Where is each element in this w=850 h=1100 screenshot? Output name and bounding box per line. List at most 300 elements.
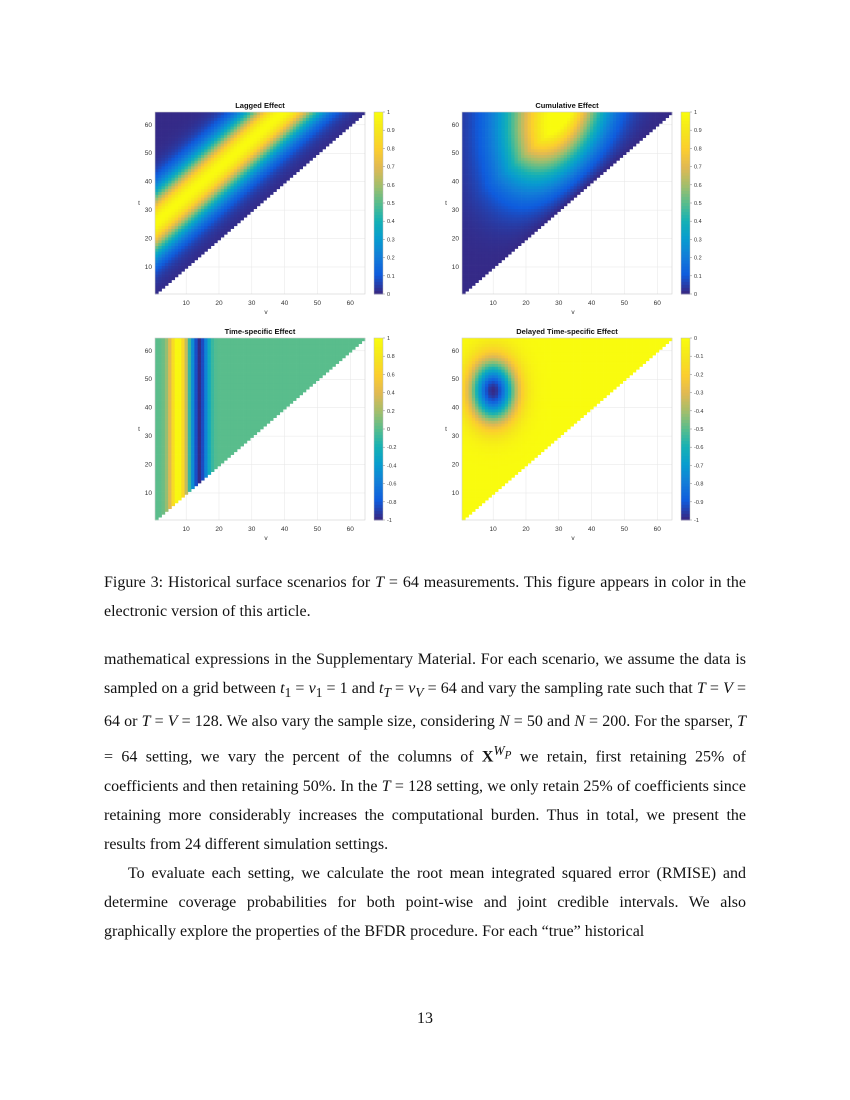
heatmap-cell: [178, 455, 182, 458]
heatmap-cell: [574, 155, 578, 158]
heatmap-cell: [263, 192, 267, 195]
heatmap-cell: [521, 192, 525, 195]
heatmap-cell: [518, 231, 522, 234]
heatmap-cell: [198, 480, 202, 483]
heatmap-cell: [155, 172, 159, 175]
heatmap-cell: [465, 280, 469, 283]
heatmap-cell: [221, 135, 225, 138]
heatmap-cell: [188, 263, 192, 266]
heatmap-cell: [204, 129, 208, 132]
heatmap-cell: [606, 123, 610, 126]
heatmap-cell: [155, 246, 159, 249]
heatmap-cell: [488, 234, 492, 237]
heatmap-cell: [557, 149, 561, 152]
heatmap-cell: [240, 192, 244, 195]
heatmap-cell: [564, 186, 568, 189]
heatmap-cell: [564, 194, 568, 197]
heatmap-cell: [296, 146, 300, 149]
heatmap-cell: [178, 477, 182, 480]
heatmap-cell: [175, 237, 179, 240]
heatmap-cell: [577, 143, 581, 146]
heatmap-cell: [260, 140, 264, 143]
heatmap-cell: [469, 192, 473, 195]
heatmap-cell: [564, 175, 568, 178]
heatmap-cell: [217, 460, 221, 463]
heatmap-cell: [165, 438, 169, 441]
heatmap-cell: [587, 112, 591, 115]
heatmap-cell: [175, 121, 179, 124]
heatmap-cell: [574, 118, 578, 121]
heatmap-cell: [593, 155, 597, 158]
heatmap-cell: [469, 132, 473, 135]
heatmap-cell: [185, 129, 189, 132]
heatmap-cell: [247, 189, 251, 192]
heatmap-cell: [587, 152, 591, 155]
heatmap-cell: [201, 460, 205, 463]
heatmap-cell: [610, 135, 614, 138]
heatmap-cell: [475, 197, 479, 200]
heatmap-cell: [524, 143, 528, 146]
colorbar-segment: [374, 245, 383, 248]
heatmap-cell: [511, 197, 515, 200]
heatmap-cell: [158, 118, 162, 121]
heatmap-cell: [165, 260, 169, 263]
heatmap-cell: [475, 234, 479, 237]
heatmap-cell: [276, 140, 280, 143]
heatmap-cell: [217, 226, 221, 229]
heatmap-cell: [590, 169, 594, 172]
heatmap-cell: [488, 246, 492, 249]
heatmap-cell: [253, 152, 257, 155]
heatmap-cell: [155, 118, 159, 121]
heatmap-cell: [273, 180, 277, 183]
heatmap-cell: [185, 135, 189, 138]
heatmap-cell: [270, 112, 274, 115]
heatmap-cell: [188, 240, 192, 243]
heatmap-cell: [646, 123, 650, 126]
heatmap-cell: [175, 500, 179, 503]
heatmap-cell: [501, 220, 505, 223]
heatmap-cell: [175, 223, 179, 226]
heatmap-cell: [211, 172, 215, 175]
heatmap-cell: [355, 118, 359, 121]
heatmap-cell: [469, 212, 473, 215]
heatmap-cell: [211, 460, 215, 463]
heatmap-cell: [171, 475, 175, 478]
heatmap-cell: [158, 166, 162, 169]
heatmap-cell: [534, 146, 538, 149]
heatmap-cell: [234, 115, 238, 118]
heatmap-cell: [244, 214, 248, 217]
heatmap-cell: [335, 126, 339, 129]
heatmap-cell: [537, 146, 541, 149]
heatmap-cell: [554, 140, 558, 143]
heatmap-cell: [208, 197, 212, 200]
heatmap-cell: [505, 138, 509, 141]
heatmap-cell: [485, 229, 489, 232]
heatmap-cell: [603, 149, 607, 152]
heatmap-cell: [158, 209, 162, 212]
heatmap-cell: [498, 206, 502, 209]
heatmap-cell: [495, 121, 499, 124]
heatmap-cell: [276, 183, 280, 186]
heatmap-cell: [244, 115, 248, 118]
heatmap-cell: [508, 183, 512, 186]
heatmap-cell: [188, 489, 192, 492]
heatmap-cell: [234, 143, 238, 146]
heatmap-cell: [165, 177, 169, 180]
heatmap-cell: [478, 163, 482, 166]
heatmap-cell: [214, 175, 218, 178]
heatmap-cell: [247, 135, 251, 138]
heatmap-cell: [185, 483, 189, 486]
heatmap-cell: [600, 123, 604, 126]
heatmap-cell: [260, 123, 264, 126]
heatmap-cell: [185, 194, 189, 197]
heatmap-cell: [234, 175, 238, 178]
heatmap-cell: [472, 149, 476, 152]
heatmap-cell: [613, 149, 617, 152]
heatmap-cell: [270, 155, 274, 158]
heatmap-cell: [485, 243, 489, 246]
heatmap-cell: [240, 126, 244, 129]
heatmap-cell: [168, 266, 172, 269]
heatmap-cell: [465, 249, 469, 252]
heatmap-cell: [230, 194, 234, 197]
heatmap-cell: [554, 112, 558, 115]
heatmap-cell: [462, 277, 466, 280]
heatmap-cell: [652, 118, 656, 121]
heatmap-cell: [322, 126, 326, 129]
heatmap-cell: [492, 229, 496, 232]
heatmap-cell: [472, 212, 476, 215]
heatmap-cell: [155, 254, 159, 257]
heatmap-cell: [198, 435, 202, 438]
heatmap-cell: [181, 112, 185, 115]
heatmap-cell: [508, 192, 512, 195]
heatmap-cell: [531, 115, 535, 118]
heatmap-cell: [260, 152, 264, 155]
heatmap-cell: [313, 123, 317, 126]
heatmap-cell: [478, 152, 482, 155]
heatmap-cell: [204, 217, 208, 220]
heatmap-cell: [485, 226, 489, 229]
heatmap-cell: [191, 220, 195, 223]
heatmap-cell: [498, 214, 502, 217]
heatmap-cell: [465, 160, 469, 163]
heatmap-cell: [469, 112, 473, 115]
heatmap-cell: [155, 438, 159, 441]
heatmap-cell: [240, 121, 244, 124]
heatmap-cell: [544, 163, 548, 166]
colorbar-segment: [374, 142, 383, 145]
heatmap-cell: [551, 192, 555, 195]
heatmap-cell: [208, 175, 212, 178]
heatmap-cell: [276, 177, 280, 180]
heatmap-cell: [208, 115, 212, 118]
heatmap-cell: [185, 132, 189, 135]
heatmap-cell: [551, 163, 555, 166]
heatmap-cell: [469, 149, 473, 152]
heatmap-cell: [155, 183, 159, 186]
heatmap-cell: [521, 121, 525, 124]
heatmap-cell: [204, 186, 208, 189]
heatmap-cell: [469, 246, 473, 249]
heatmap-cell: [181, 226, 185, 229]
heatmap-cell: [570, 115, 574, 118]
heatmap-cell: [518, 123, 522, 126]
heatmap-cell: [488, 229, 492, 232]
heatmap-cell: [211, 163, 215, 166]
heatmap-cell: [244, 175, 248, 178]
heatmap-cell: [652, 123, 656, 126]
heatmap-cell: [165, 497, 169, 500]
heatmap-cell: [283, 126, 287, 129]
heatmap-cell: [162, 163, 166, 166]
heatmap-cell: [316, 123, 320, 126]
heatmap-cell: [531, 214, 535, 217]
heatmap-cell: [168, 132, 172, 135]
heatmap-cell: [240, 206, 244, 209]
heatmap-cell: [511, 149, 515, 152]
heatmap-cell: [518, 223, 522, 226]
heatmap-cell: [240, 177, 244, 180]
heatmap-cell: [528, 152, 532, 155]
heatmap-cell: [175, 497, 179, 500]
heatmap-cell: [194, 475, 198, 478]
heatmap-cell: [194, 223, 198, 226]
colorbar-segment: [681, 218, 690, 221]
heatmap-cell: [475, 220, 479, 223]
heatmap-cell: [465, 288, 469, 291]
heatmap-cell: [554, 200, 558, 203]
heatmap-cell: [165, 118, 169, 121]
heatmap-cell: [191, 251, 195, 254]
heatmap-cell: [175, 475, 179, 478]
heatmap-cell: [270, 135, 274, 138]
heatmap-cell: [234, 118, 238, 121]
heatmap-cell: [531, 203, 535, 206]
heatmap-cell: [528, 212, 532, 215]
heatmap-cell: [155, 143, 159, 146]
heatmap-cell: [224, 138, 228, 141]
heatmap-cell: [303, 140, 307, 143]
heatmap-cell: [616, 143, 620, 146]
heatmap-cell: [537, 129, 541, 132]
heatmap-cell: [537, 160, 541, 163]
heatmap-cell: [181, 237, 185, 240]
heatmap-cell: [521, 169, 525, 172]
colorbar-tick-label: 0.5: [694, 201, 702, 207]
heatmap-cell: [339, 132, 343, 135]
heatmap-cell: [230, 212, 234, 215]
heatmap-cell: [155, 489, 159, 492]
heatmap-cell: [185, 121, 189, 124]
heatmap-cell: [501, 152, 505, 155]
heatmap-cell: [175, 135, 179, 138]
heatmap-cell: [165, 457, 169, 460]
heatmap-cell: [214, 160, 218, 163]
heatmap-cell: [521, 126, 525, 129]
heatmap-cell: [181, 251, 185, 254]
heatmap-cell: [178, 271, 182, 274]
heatmap-cell: [478, 143, 482, 146]
heatmap-cell: [511, 186, 515, 189]
heatmap-cell: [168, 460, 172, 463]
heatmap-cell: [162, 132, 166, 135]
heatmap-cell: [201, 212, 205, 215]
heatmap-cell: [217, 455, 221, 458]
heatmap-cell: [263, 194, 267, 197]
heatmap-cell: [175, 234, 179, 237]
heatmap-cell: [155, 497, 159, 500]
heatmap-cell: [610, 121, 614, 124]
heatmap-cell: [610, 140, 614, 143]
heatmap-cell: [567, 140, 571, 143]
heatmap-cell: [597, 172, 601, 175]
heatmap-cell: [224, 209, 228, 212]
heatmap-cell: [501, 186, 505, 189]
heatmap-cell: [580, 146, 584, 149]
heatmap-cell: [345, 123, 349, 126]
heatmap-cell: [162, 212, 166, 215]
heatmap-cell: [185, 200, 189, 203]
heatmap-cell: [165, 483, 169, 486]
heatmap-cell: [541, 209, 545, 212]
heatmap-cell: [616, 129, 620, 132]
heatmap-cell: [227, 155, 231, 158]
heatmap-cell: [273, 123, 277, 126]
heatmap-cell: [158, 192, 162, 195]
heatmap-cell: [511, 180, 515, 183]
heatmap-cell: [155, 200, 159, 203]
heatmap-cell: [171, 429, 175, 432]
heatmap-cell: [465, 155, 469, 158]
colorbar-segment: [374, 191, 383, 194]
heatmap-cell: [260, 155, 264, 158]
heatmap-cell: [511, 240, 515, 243]
heatmap-cell: [472, 283, 476, 286]
heatmap-cell: [211, 240, 215, 243]
heatmap-cell: [462, 118, 466, 121]
heatmap-cell: [574, 129, 578, 132]
heatmap-cell: [577, 192, 581, 195]
heatmap-cell: [482, 163, 486, 166]
heatmap-cell: [495, 234, 499, 237]
heatmap-cell: [475, 257, 479, 260]
heatmap-cell: [155, 194, 159, 197]
heatmap-cell: [590, 123, 594, 126]
heatmap-cell: [267, 163, 271, 166]
heatmap-cell: [290, 126, 294, 129]
heatmap-cell: [244, 160, 248, 163]
heatmap-cell: [626, 140, 630, 143]
heatmap-cell: [221, 460, 225, 463]
heatmap-cell: [171, 438, 175, 441]
heatmap-cell: [227, 140, 231, 143]
heatmap-cell: [171, 426, 175, 429]
heatmap-cell: [531, 194, 535, 197]
heatmap-cell: [221, 426, 225, 429]
heatmap-cell: [309, 115, 313, 118]
heatmap-cell: [492, 257, 496, 260]
heatmap-cell: [194, 231, 198, 234]
heatmap-cell: [165, 472, 169, 475]
heatmap-cell: [613, 158, 617, 161]
heatmap-cell: [482, 183, 486, 186]
heatmap-cell: [221, 129, 225, 132]
heatmap-cell: [247, 423, 251, 426]
heatmap-cell: [567, 177, 571, 180]
heatmap-cell: [214, 212, 218, 215]
heatmap-cell: [168, 197, 172, 200]
heatmap-cell: [240, 203, 244, 206]
heatmap-cell: [547, 152, 551, 155]
heatmap-cell: [181, 158, 185, 161]
heatmap-cell: [181, 231, 185, 234]
heatmap-cell: [521, 160, 525, 163]
heatmap-cell: [515, 172, 519, 175]
heatmap-cell: [515, 234, 519, 237]
heatmap-cell: [469, 254, 473, 257]
heatmap-cell: [247, 112, 251, 115]
heatmap-cell: [224, 126, 228, 129]
heatmap-cell: [570, 197, 574, 200]
heatmap-cell: [165, 175, 169, 178]
heatmap-cell: [501, 135, 505, 138]
heatmap-cell: [240, 140, 244, 143]
heatmap-cell: [185, 143, 189, 146]
heatmap-cell: [610, 123, 614, 126]
heatmap-cell: [564, 203, 568, 206]
heatmap-cell: [211, 166, 215, 169]
heatmap-cell: [541, 217, 545, 220]
heatmap-cell: [465, 263, 469, 266]
heatmap-cell: [597, 143, 601, 146]
heatmap-cell: [462, 240, 466, 243]
heatmap-cell: [185, 206, 189, 209]
heatmap-cell: [185, 489, 189, 492]
heatmap-cell: [198, 203, 202, 206]
colorbar-segment: [681, 112, 690, 115]
heatmap-cell: [162, 197, 166, 200]
heatmap-cell: [244, 186, 248, 189]
heatmap-cell: [175, 212, 179, 215]
heatmap-cell: [178, 212, 182, 215]
heatmap-cell: [188, 163, 192, 166]
heatmap-cell: [185, 446, 189, 449]
heatmap-cell: [234, 200, 238, 203]
heatmap-cell: [316, 129, 320, 132]
heatmap-cell: [610, 143, 614, 146]
heatmap-cell: [319, 123, 323, 126]
heatmap-cell: [293, 152, 297, 155]
heatmap-cell: [155, 268, 159, 271]
heatmap-cell: [257, 166, 261, 169]
heatmap-cell: [214, 455, 218, 458]
heatmap-cell: [495, 200, 499, 203]
heatmap-cell: [155, 492, 159, 495]
heatmap-cell: [204, 180, 208, 183]
heatmap-cell: [165, 115, 169, 118]
heatmap-cell: [534, 206, 538, 209]
heatmap-cell: [168, 494, 172, 497]
heatmap-cell: [623, 129, 627, 132]
heatmap-cell: [194, 246, 198, 249]
heatmap-cell: [165, 237, 169, 240]
heatmap-cell: [194, 466, 198, 469]
heatmap-cell: [162, 283, 166, 286]
